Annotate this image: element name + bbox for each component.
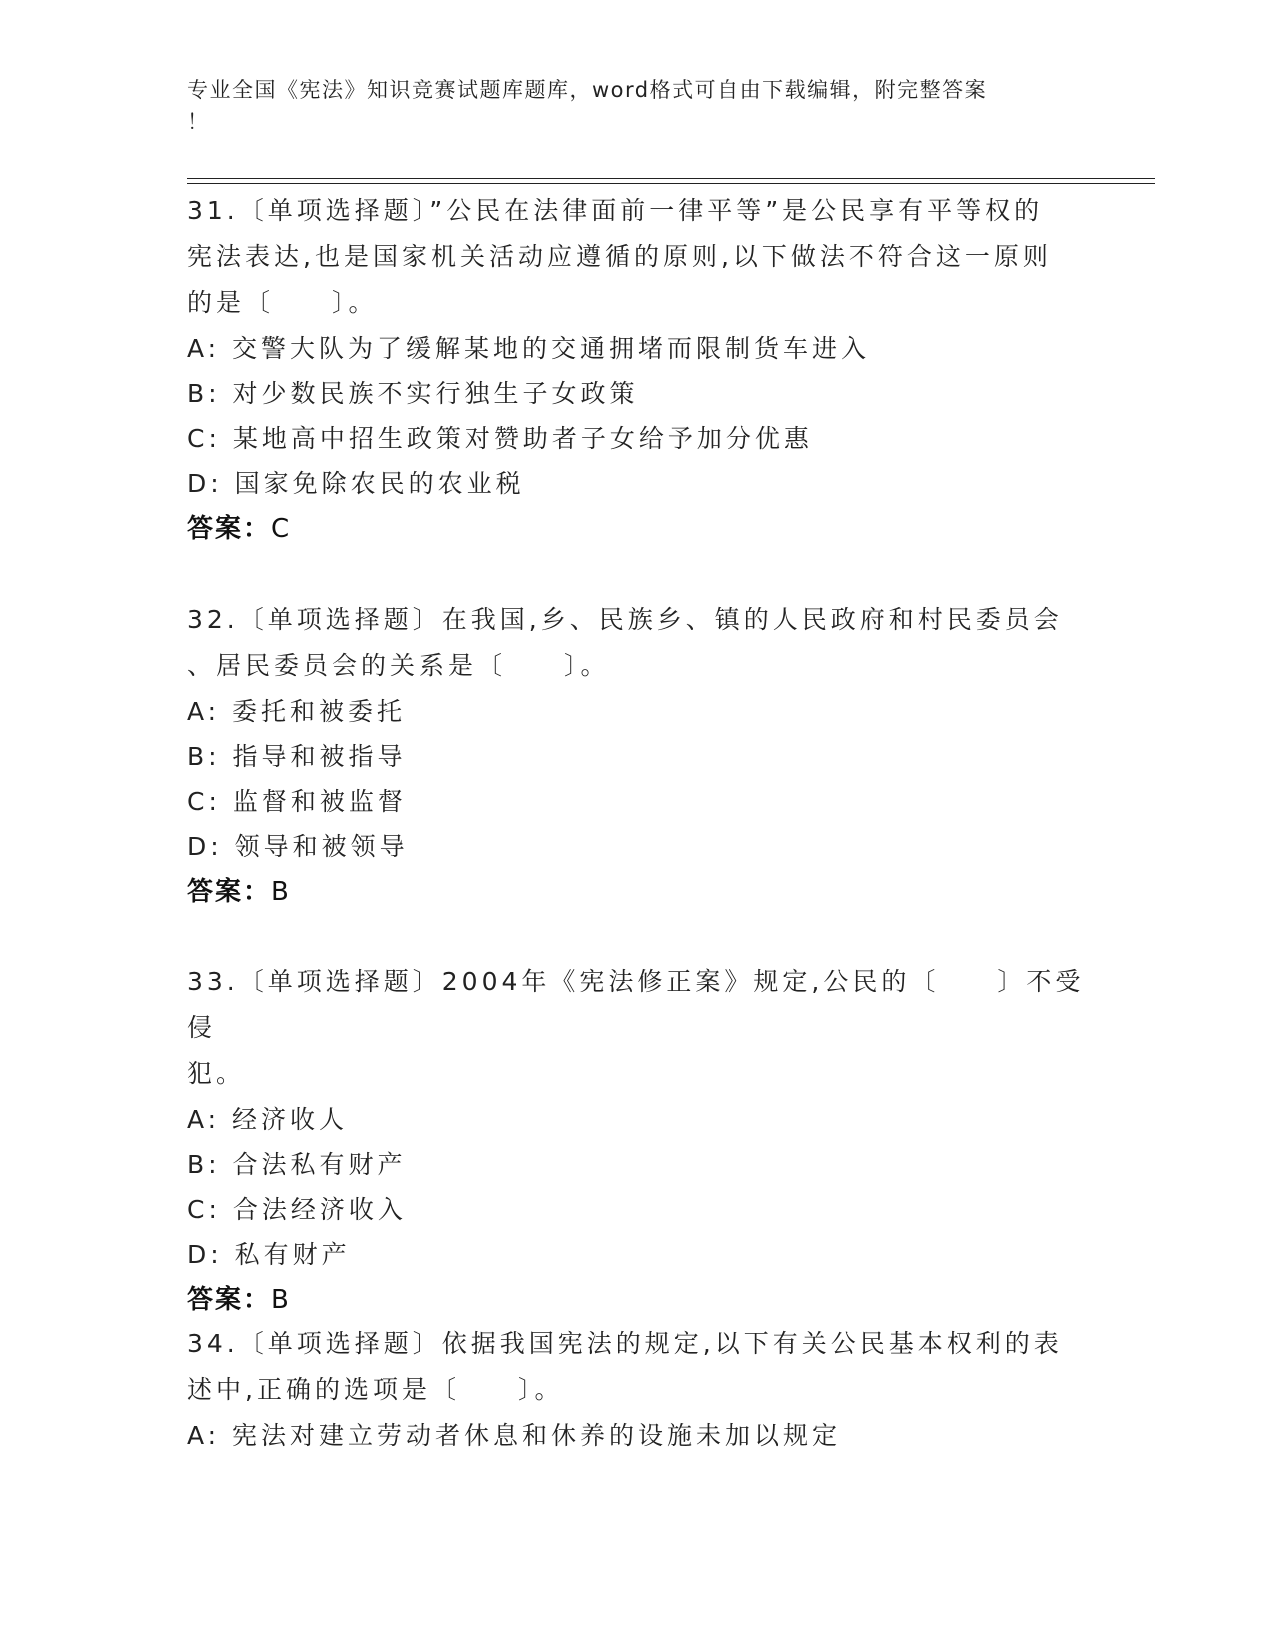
option-b: B: 合法私有财产	[187, 1150, 407, 1179]
question-stem-line: 、居民委员会的关系是〔 〕。	[187, 651, 610, 680]
answer-label: 答案：	[187, 1285, 272, 1315]
option-a: A: 宪法对建立劳动者休息和休养的设施未加以规定	[187, 1421, 842, 1450]
option-a: A: 经济收人	[187, 1105, 349, 1134]
answer-line	[187, 506, 1087, 552]
question-stem-line: 述中,正确的选项是〔 〕。	[187, 1375, 564, 1404]
question-stem-line: 31.〔单项选择题〕”公民在法律面前一律平等”是公民享有平等权的	[187, 196, 1044, 225]
question-32	[187, 597, 1087, 915]
question-stem-line: 宪法表达,也是国家机关活动应遵循的原则,以下做法不符合这一原则	[187, 242, 1052, 271]
header-divider-top	[187, 178, 1155, 179]
option-b: B: 指导和被指导	[187, 742, 407, 771]
answer-label: 答案：	[187, 877, 272, 907]
answer-line	[187, 1277, 1087, 1323]
answer-value: B	[271, 877, 291, 907]
question-34	[187, 1321, 1087, 1458]
question-stem-line: 32.〔单项选择题〕在我国,乡、民族乡、镇的人民政府和村民委员会	[187, 605, 1063, 634]
option-a: A: 交警大队为了缓解某地的交通拥堵而限制货车进入	[187, 334, 871, 363]
question-stem-line: 33.〔单项选择题〕2004年《宪法修正案》规定,公民的〔 〕不受侵	[187, 967, 1085, 1042]
question-33	[187, 959, 1087, 1323]
header-line-2: ！	[187, 110, 210, 134]
option-b: B: 对少数民族不实行独生子女政策	[187, 379, 639, 408]
answer-value: C	[271, 514, 292, 544]
header-divider-bottom	[187, 183, 1155, 184]
answer-label: 答案：	[187, 514, 272, 544]
question-stem-line: 犯。	[187, 1059, 246, 1088]
question-31	[187, 188, 1087, 552]
answer-value: B	[271, 1285, 291, 1315]
option-c: C: 监督和被监督	[187, 787, 407, 816]
option-a: A: 委托和被委托	[187, 697, 407, 726]
question-stem-line: 34.〔单项选择题〕依据我国宪法的规定,以下有关公民基本权利的表	[187, 1329, 1063, 1358]
option-d: D: 国家免除农民的农业税	[187, 469, 525, 498]
question-stem-line: 的是〔 〕。	[187, 288, 378, 317]
option-d: D: 领导和被领导	[187, 832, 409, 861]
document-header	[187, 74, 1087, 138]
option-c: C: 某地高中招生政策对赞助者子女给予加分优惠	[187, 424, 813, 453]
answer-line	[187, 869, 1087, 915]
option-c: C: 合法经济收入	[187, 1195, 407, 1224]
option-d: D: 私有财产	[187, 1240, 351, 1269]
header-line-1: 专业全国《宪法》知识竞赛试题库题库，word格式可自由下载编辑，附完整答案	[187, 78, 988, 102]
